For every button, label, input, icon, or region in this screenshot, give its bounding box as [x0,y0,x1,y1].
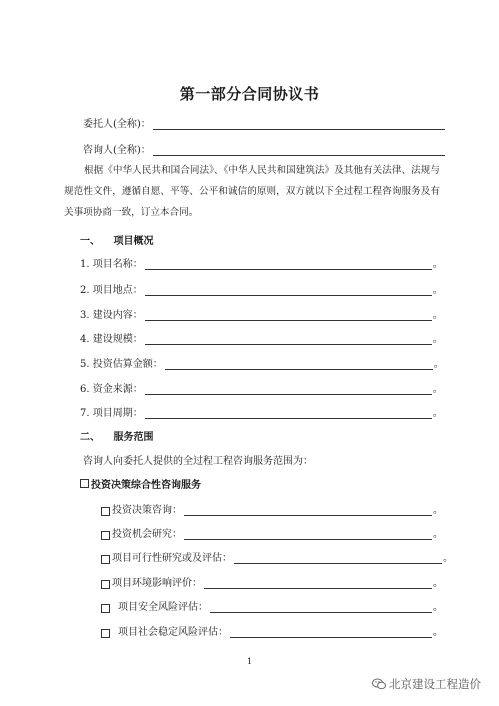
end-mark: 。 [433,627,443,638]
item-blank [145,334,432,345]
end-mark: 。 [432,384,443,395]
service-item-label: 项目环境影响评价： [112,578,202,589]
item-blank [145,408,432,419]
item-label: 1. 项目名称： [80,259,143,270]
service-item [101,525,443,540]
checkbox-icon[interactable] [101,629,110,638]
end-mark: 。 [433,602,443,613]
item-label: 4. 建设规模： [80,334,143,345]
checkbox-icon[interactable] [101,507,110,516]
item-label: 2. 项目地点： [80,285,143,296]
end-mark: 。 [432,310,443,321]
end-mark: 。 [432,334,443,345]
client-label: 委托人(全称)： [83,119,151,130]
item-blank [210,602,432,613]
consultant-row [83,141,445,156]
scope-intro: 咨询人向委托人提供的全过程工程咨询服务范围为： [83,456,313,467]
end-mark: 。 [432,408,443,419]
overview-item [80,255,443,270]
section-number: 一、 [80,236,100,247]
overview-item [80,281,443,296]
item-blank [184,529,432,540]
end-mark: 。 [433,529,443,540]
overview-item [80,380,443,395]
wechat-icon [372,678,386,690]
section-title: 服务范围 [113,432,154,443]
watermark [372,676,481,692]
item-label: 3. 建设内容： [80,310,143,321]
item-blank [145,310,432,321]
overview-item [80,306,443,321]
item-blank [145,285,432,296]
page-title: 第一部分合同协议书 [179,85,320,103]
section-heading-scope [80,428,153,443]
checkbox-icon[interactable] [101,604,110,613]
item-blank [145,259,432,270]
service-item [101,501,443,516]
checkbox-icon[interactable] [101,531,110,540]
end-mark: 。 [443,553,453,564]
watermark-text: 北京建设工程造价 [389,677,481,691]
service-group-label: 投资决策综合性咨询服务 [91,480,201,491]
overview-item [80,355,444,370]
overview-item [80,404,443,419]
item-blank [204,578,432,589]
item-blank [145,384,432,395]
item-blank [184,505,432,516]
section-title: 项目概况 [113,236,154,247]
item-blank [234,553,442,564]
end-mark: 。 [433,578,443,589]
overview-item [80,330,443,345]
service-item-label: 项目可行性研究或及评估： [112,553,232,564]
section-heading-overview [80,232,153,247]
item-blank [230,627,432,638]
service-item-label: 投资机会研究： [112,529,182,540]
service-item [101,549,453,564]
end-mark: 。 [433,359,444,370]
client-blank [153,119,445,130]
service-item [101,598,443,613]
service-item [101,623,443,638]
checkbox-icon[interactable] [80,479,89,488]
service-item-label: 投资决策咨询： [112,505,182,516]
consultant-label: 咨询人(全称)： [83,145,151,156]
intro-paragraph: 根据《中华人民共和国合同法》、《中华人民共和国建筑法》及其他有关法律、法规与规范性文件，遵循自愿、平等、公平和诚信的原则，双方就以下全过程工程咨询服务及有关事项协商一致，订立本合同。 [64,165,440,218]
checkbox-icon[interactable] [101,580,110,589]
checkbox-icon[interactable] [101,555,110,564]
item-blank [165,359,433,370]
item-label: 5. 投资估算金额： [80,359,163,370]
item-label: 7. 项目周期： [80,408,143,419]
consultant-blank [153,145,445,156]
end-mark: 。 [432,259,443,270]
service-item [101,574,443,589]
page-number: 1 [246,657,253,666]
service-item-label: 项目社会稳定风险评估： [118,627,228,638]
item-label: 6. 资金来源： [80,384,143,395]
client-row [83,115,445,130]
service-group-heading [80,476,201,491]
service-item-label: 项目安全风险评估： [118,602,208,613]
end-mark: 。 [433,505,443,516]
end-mark: 。 [432,285,443,296]
section-number: 二、 [80,432,100,443]
